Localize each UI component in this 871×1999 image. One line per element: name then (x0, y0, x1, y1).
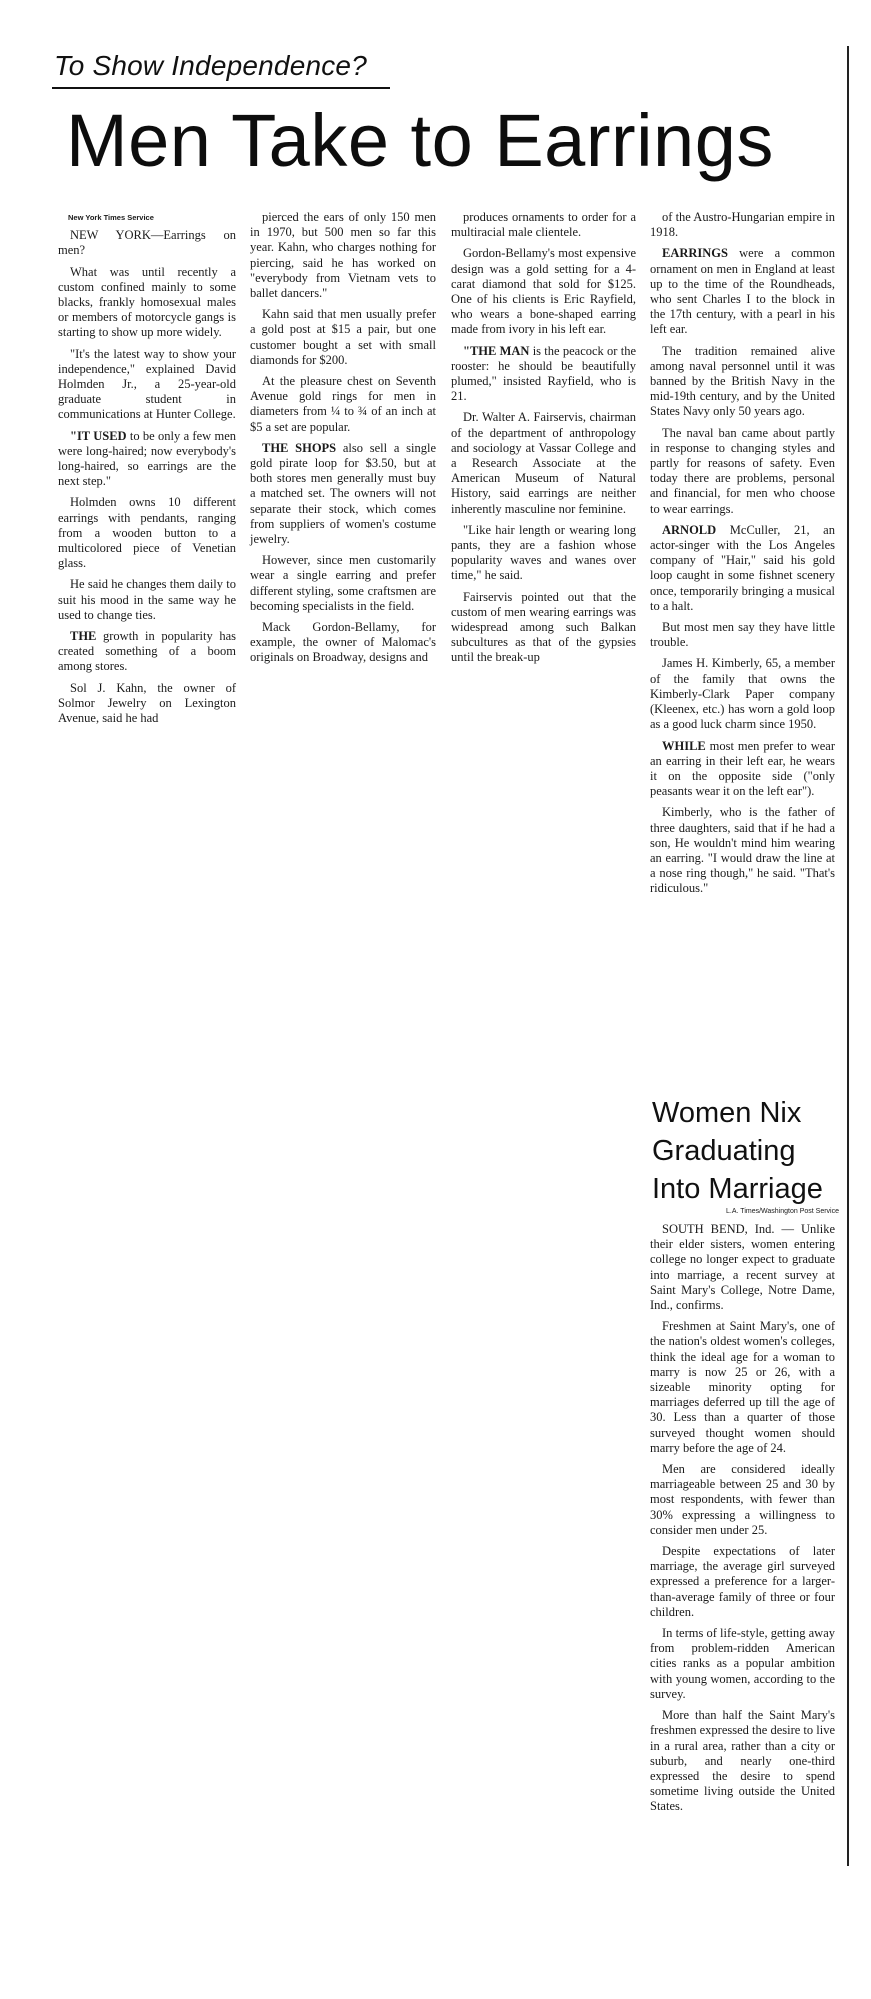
paragraph-text: James H. Kimberly, 65, a member of the family that owns the Kimberly-Clark Paper company (Kleenex, etc.) has worn a gold loop as a good luck charm since 1950. (650, 656, 835, 732)
article-paragraph (250, 307, 436, 368)
article-paragraph (58, 265, 236, 341)
paragraph-text: What was until recently a custom confined mainly to some blacks, frankly homosexual males or members of motorcycle gangs is starting to show up more widely. (58, 264, 236, 340)
article-paragraph (650, 523, 835, 614)
headline-line: Graduating (652, 1135, 796, 1167)
paragraph-text: growth in popularity has created something of a boom among stores. (58, 629, 236, 674)
paragraph-text: also sell a single gold pirate loop for $3.50, but at both stores men generally must buy a matched set. The owners will not separate their stock, which comes from suppliers of women's costume jewelry. (250, 440, 436, 547)
headline-line: Into Marriage (652, 1173, 823, 1205)
article-paragraph (58, 681, 236, 727)
article-paragraph (451, 410, 636, 516)
article-paragraph (650, 739, 835, 800)
kicker-underline (52, 87, 390, 89)
paragraph-text: Kimberly, who is the father of three daughters, said that if he had a son, He wouldn't mind him wearing an earring. "I would draw the line at a nose ring though," he said. "That's ridiculous." (650, 805, 835, 896)
second-article-body (650, 1222, 835, 1821)
paragraph-text: At the pleasure chest on Seventh Avenue gold rings for men in diameters from ¼ to ¾ of an inch at $5 a set are popular. (250, 374, 436, 434)
article-paragraph (250, 553, 436, 614)
paragraph-text: Freshmen at Saint Mary's, one of the nation's oldest women's colleges, think the ideal age for a woman to marry is now 25 or 26, with a sizeable minority opting for marriages deferred up till the age of 30. Less than a quarter of those surveyed thought women should marry before the age of 24. (650, 1319, 835, 1455)
article-paragraph (650, 1626, 835, 1702)
headline-line: Women Nix (652, 1097, 802, 1129)
article-paragraph (451, 210, 636, 240)
paragraph-text: Fairservis pointed out that the custom of men wearing earrings was widespread among such Balkan subcultures as that of the gypsies until the break-up (451, 589, 636, 665)
paragraph-text: Sol J. Kahn, the owner of Solmor Jewelry on Lexington Avenue, said he had (58, 680, 236, 726)
paragraph-text: McCuller, 21, an actor-singer with the Los Angeles company of "Hair," said his gold loop caught in some fishnet scenery once, temporarily bringing a musical to a halt. (650, 522, 835, 613)
article-paragraph (451, 523, 636, 584)
paragraph-text: pierced the ears of only 150 men in 1970, but 500 men so far this year. Kahn, who charges nothing for piercing, said he has worked on "everybody from Vietnam vets to ballet dancers." (250, 210, 436, 301)
article-paragraph (250, 620, 436, 666)
article-paragraph (650, 1708, 835, 1814)
article-paragraph (451, 246, 636, 337)
article-paragraph (650, 344, 835, 420)
article-paragraph (650, 620, 835, 650)
article-paragraph (58, 577, 236, 623)
main-headline: Men Take to Earrings (66, 99, 774, 182)
article-paragraph (58, 629, 236, 675)
paragraph-list (650, 210, 835, 897)
paragraph-text: were a common ornament on men in England at least up to the time of the Roundheads, who sent Charles I to the block in the 17th century, with a pearl in his left ear. (650, 246, 835, 337)
paragraph-text: Men are considered ideally marriageable between 25 and 30 by most respondents, with fewer than 30% expressing a willingness to consider men under 25. (650, 1462, 835, 1537)
paragraph-text: But most men say they have little trouble. (650, 620, 835, 650)
paragraph-lead: "IT USED (70, 428, 127, 443)
article-column-2 (250, 210, 436, 672)
paragraph-list (650, 1222, 835, 1815)
article-paragraph (250, 210, 436, 301)
paragraph-text: "It's the latest way to show your independence," explained David Holmden Jr., a 25-year-old graduate student in communications at Hunter College. (58, 346, 236, 422)
paragraph-lead: THE (70, 629, 97, 644)
article-paragraph (58, 429, 236, 490)
paragraph-text: most men prefer to wear an earring in their left ear, he wears it on the opposite side ("only peasants wear it on the left ear"). (650, 738, 835, 799)
paragraph-text: Kahn said that men usually prefer a gold post at $15 a pair, but one customer bought a set with small diamonds for $200. (250, 307, 436, 367)
paragraph-lead: WHILE (662, 738, 706, 753)
article-paragraph (650, 246, 835, 337)
paragraph-lead: ARNOLD (662, 522, 717, 537)
paragraph-text: In terms of life-style, getting away from problem-ridden American cities ranks as a popular ambition with young women, according to the survey. (650, 1626, 835, 1701)
article-paragraph (650, 1544, 835, 1620)
article-paragraph (451, 590, 636, 666)
article-column-1 (58, 210, 236, 732)
paragraph-list (250, 210, 436, 666)
article-paragraph (451, 344, 636, 405)
second-article-credit: L.A. Times/Washington Post Service (726, 1208, 839, 1215)
paragraph-text: Gordon-Bellamy's most expensive design was a gold setting for a 4-carat diamond that sold for $125. One of his clients is Eric Rayfield, who wears a bone-shaped earring made from ivory in his left ear. (451, 246, 636, 337)
paragraph-lead: THE SHOPS (262, 440, 337, 455)
paragraph-text: Despite expectations of later marriage, the average girl surveyed expressed a preference for a larger-than-average family of three or four children. (650, 1544, 835, 1619)
column-rule (847, 46, 849, 1866)
article-paragraph (58, 347, 236, 423)
article-paragraph (650, 1222, 835, 1313)
second-article-headline (652, 1094, 842, 1208)
paragraph-text: of the Austro-Hungarian empire in 1918. (650, 210, 835, 240)
article-paragraph (250, 441, 436, 547)
article-paragraph (250, 374, 436, 435)
paragraph-text: Holmden owns 10 different earrings with pendants, ranging from a wooden button to a multicolored piece of Venetian glass. (58, 495, 236, 571)
paragraph-lead: "THE MAN (463, 343, 530, 358)
paragraph-text: produces ornaments to order for a multiracial male clientele. (451, 210, 636, 240)
article-paragraph (58, 495, 236, 571)
paragraph-text: SOUTH BEND, Ind. — Unlike their elder sisters, women entering college no longer expect to graduate into marriage, a recent survey at Saint Mary's College, Notre Dame, Ind., confirms. (650, 1222, 835, 1313)
article-paragraph (650, 1462, 835, 1538)
article-paragraph (650, 1319, 835, 1456)
article-paragraph (650, 656, 835, 732)
paragraph-text: The naval ban came about partly in response to changing styles and partly for reasons of safety. Even today there are problems, personal and financial, for men who choose to wear earrings. (650, 425, 835, 516)
paragraph-text: However, since men customarily wear a single earring and prefer different styling, some craftsmen are becoming specialists in the field. (250, 553, 436, 613)
article-paragraph (58, 228, 236, 258)
article-column-4 (650, 210, 835, 903)
article-paragraph (650, 805, 835, 896)
paragraph-text: He said he changes them daily to suit his mood in the same way he used to change ties. (58, 577, 236, 622)
paragraph-text: to be only a few men were long-haired; now everybody's long-haired, so earrings are the next step." (58, 428, 236, 489)
paragraph-list (451, 210, 636, 666)
paragraph-text: Dr. Walter A. Fairservis, chairman of the department of anthropology and sociology at Vassar College and a Research Associate at the American Museum of Natural History, said earrings are neither inherently masculine nor feminine. (451, 410, 636, 516)
article-column-3 (451, 210, 636, 672)
paragraph-list (58, 228, 236, 726)
paragraph-text: "Like hair length or wearing long pants, they are a fashion whose popularity waves and wanes over time," he said. (451, 522, 636, 583)
wire-credit: New York Times Service (68, 213, 154, 222)
paragraph-text: is the peacock or the rooster: he should be beautifully plumed," insisted Rayfield, who is 21. (451, 343, 636, 404)
paragraph-text: NEW YORK—Earrings on men? (58, 228, 236, 258)
paragraph-text: Mack Gordon-Bellamy, for example, the owner of Malomac's originals on Broadway, designs and (250, 620, 436, 665)
paragraph-text: The tradition remained alive among naval personnel until it was banned by the British Navy in the mid-19th century, and by the United States Navy only 50 years ago. (650, 343, 835, 419)
kicker-headline: To Show Independence? (54, 50, 367, 81)
paragraph-lead: EARRINGS (662, 246, 728, 261)
paragraph-text: More than half the Saint Mary's freshmen expressed the desire to live in a rural area, rather than a city or suburb, and nearly one-third expressed the desire to spend sometime living outside the United States. (650, 1708, 836, 1814)
article-paragraph (650, 210, 835, 240)
article-paragraph (650, 426, 835, 517)
